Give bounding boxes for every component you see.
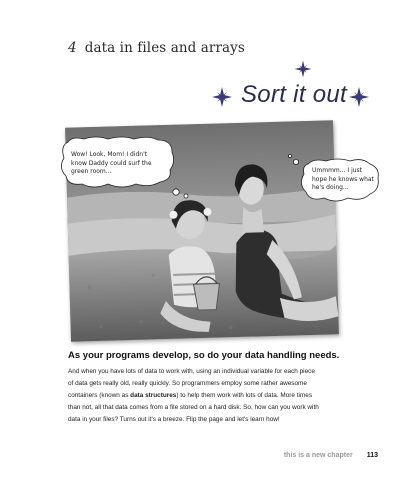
page-footer — [284, 452, 378, 459]
section-headline: As your programs develop, so do your data handling needs. — [68, 350, 340, 361]
thought-bubble-right-text: Ummmm... I just hope he knows what he's doing... — [312, 167, 374, 191]
thought-bubble-right — [300, 158, 380, 206]
page-title: Sort it out — [241, 81, 348, 108]
body-text-end: ) to help them work with lots of data. More times than not, all that data comes from a file stored on a hard disk. So, how can you work with data in your files? Turns out it's a breeze. Flip the page and let's learn how! — [68, 392, 319, 423]
star-icon — [348, 86, 370, 108]
footer-label: this is a new chapter — [283, 452, 353, 459]
thought-bubble-left-text: Wow! Look, Mom! I didn't know Daddy could surf the green room... — [71, 151, 152, 175]
page-number: 113 — [366, 452, 378, 459]
body-text-start: And when you have lots of data to work with, using an individual variable for each piece of data gets really old, really quickly. So programmers employ some rather awesome containers (known as — [68, 368, 315, 399]
chapter-heading — [68, 40, 245, 56]
body-text-bold: data structures — [130, 392, 177, 399]
star-icon — [294, 60, 312, 78]
thought-bubble-left — [58, 136, 176, 198]
body-paragraph — [68, 366, 368, 426]
chapter-number: 4 — [68, 40, 77, 56]
title-row — [210, 80, 380, 112]
star-icon — [211, 86, 233, 108]
chapter-title: data in files and arrays — [84, 40, 245, 56]
